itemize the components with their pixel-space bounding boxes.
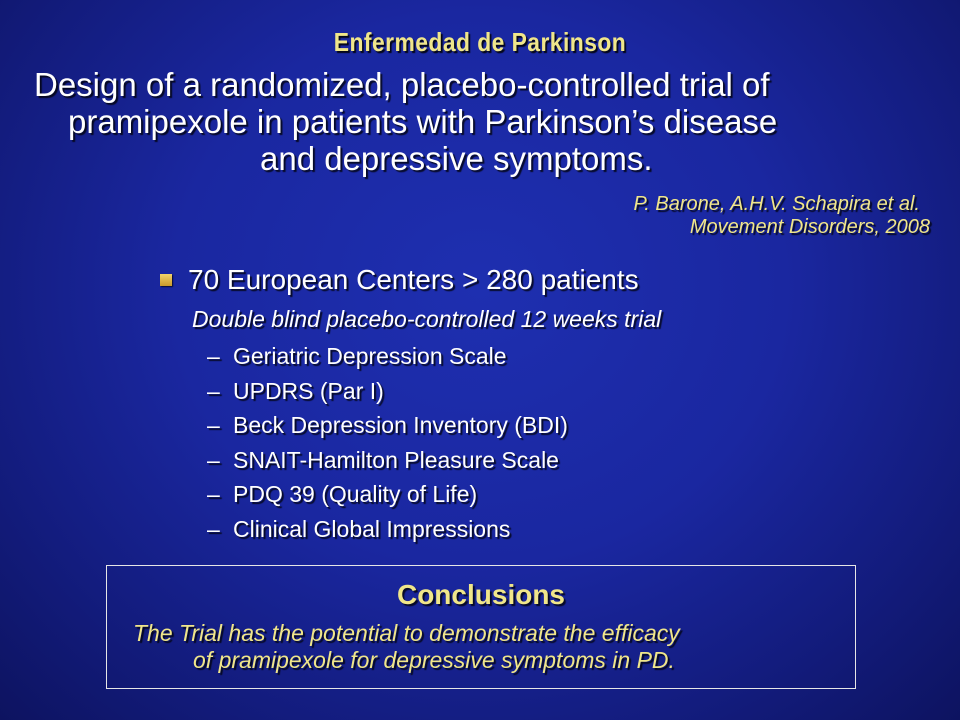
slide-header-tag: Enfermedad de Parkinson [333, 27, 627, 57]
dash-icon: – [207, 446, 220, 473]
list-item: – Clinical Global Impressions [207, 512, 568, 547]
main-bullet-text: 70 European Centers > 280 patients [188, 264, 639, 295]
list-item: – Beck Depression Inventory (BDI) [207, 408, 568, 443]
dash-icon: – [207, 343, 220, 369]
square-bullet-icon [160, 274, 172, 286]
conclusions-text [129, 620, 849, 674]
dash-icon: – [207, 481, 220, 508]
conclusions-line-2: of pramipexole for depressive symptoms in PD. [193, 647, 675, 673]
slide-title [30, 66, 930, 177]
title-line-3: and depressive symptoms. [260, 140, 653, 177]
dash-icon: – [207, 515, 220, 542]
list-item: – Geriatric Depression Scale [207, 339, 568, 374]
list-item: – PDQ 39 (Quality of Life) [207, 477, 568, 512]
title-line-1: Design of a randomized, placebo-controlled trial of [34, 66, 770, 103]
conclusions-line-1: The Trial has the potential to demonstrate the efficacy [133, 620, 680, 646]
main-bullet [160, 264, 639, 296]
citation-authors: P. Barone, A.H.V. Schapira et al. [633, 193, 920, 215]
assessment-list [207, 339, 568, 547]
conclusions-heading: Conclusions [396, 579, 565, 610]
dash-icon: – [207, 412, 220, 439]
conclusions-box [106, 565, 856, 689]
citation [634, 193, 930, 239]
trial-design-subtitle: Double blind placebo-controlled 12 weeks trial [192, 306, 662, 332]
citation-journal: Movement Disorders, 2008 [689, 216, 930, 238]
dash-icon: – [207, 377, 220, 404]
title-line-2: pramipexole in patients with Parkinson’s disease [68, 103, 778, 140]
list-item: – UPDRS (Par I) [207, 374, 568, 409]
list-item: – SNAIT-Hamilton Pleasure Scale [207, 443, 568, 478]
